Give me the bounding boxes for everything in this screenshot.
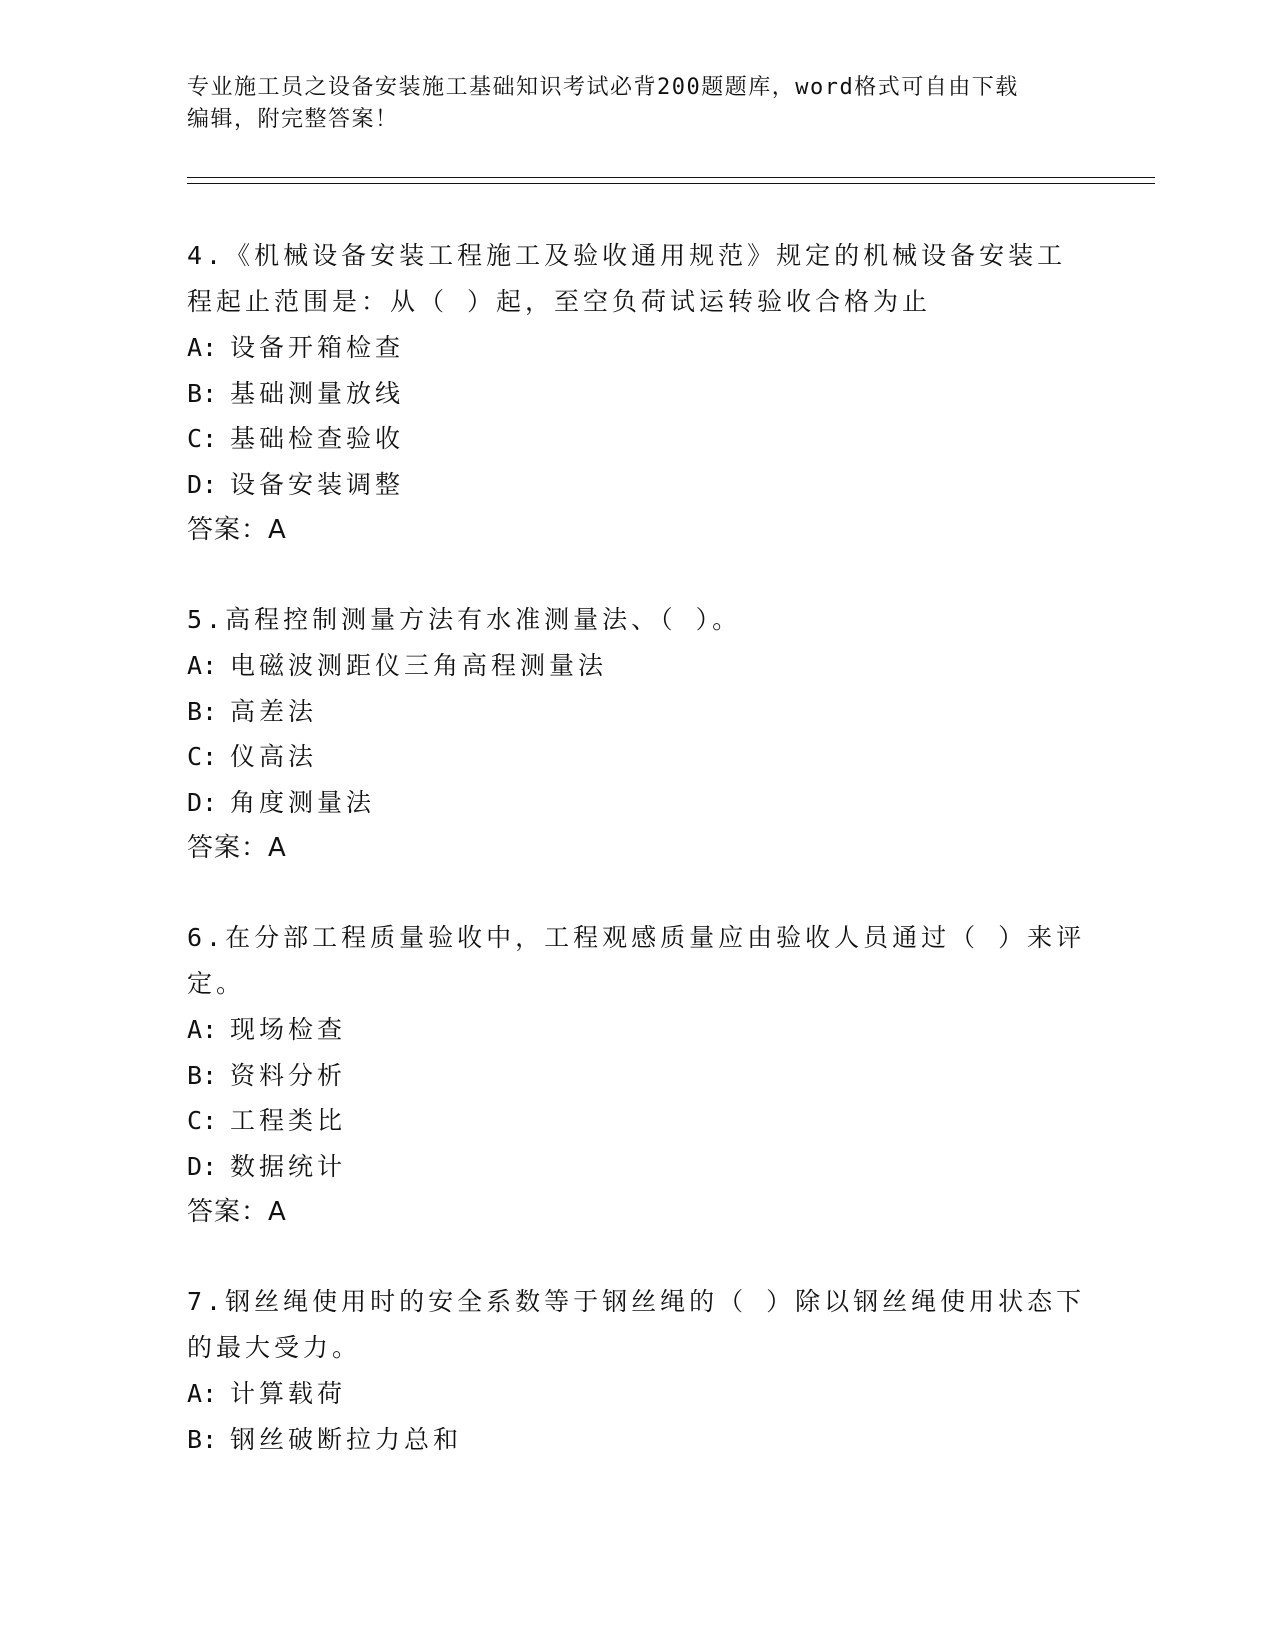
option-key: A: <box>187 651 218 680</box>
header-divider-top <box>187 177 1155 178</box>
option-text: 电磁波测距仪三角高程测量法 <box>230 651 608 680</box>
option-key: B: <box>187 1424 218 1454</box>
option-text: 现场检查 <box>230 1015 347 1044</box>
option-text: 基础测量放线 <box>230 378 405 408</box>
question-4 <box>187 233 1087 553</box>
option-b <box>187 371 1087 417</box>
option-key: B: <box>187 1060 218 1090</box>
answer-line: 答案：A <box>187 833 287 863</box>
option-text: 高差法 <box>230 696 318 726</box>
option-a <box>187 1371 1087 1417</box>
question-5 <box>187 597 1087 871</box>
option-key: A: <box>187 333 218 362</box>
option-c <box>187 1098 1087 1144</box>
option-key: B: <box>187 378 218 408</box>
document-header <box>187 72 1087 136</box>
option-c <box>187 416 1087 462</box>
question-stem-line: 的最大受力。 <box>187 1333 362 1362</box>
option-d <box>187 462 1087 508</box>
question-stem-line: 4.《机械设备安装工程施工及验收通用规范》规定的机械设备安装工 <box>187 241 1067 270</box>
option-text: 资料分析 <box>230 1060 347 1090</box>
option-text: 基础检查验收 <box>230 424 405 453</box>
question-stem-line: 定。 <box>187 969 246 998</box>
header-divider-bottom <box>187 183 1155 184</box>
question-stem-line: 程起止范围是：从（ ）起，至空负荷试运转验收合格为止 <box>187 287 932 316</box>
option-key: C: <box>187 742 218 771</box>
option-key: A: <box>187 1015 218 1044</box>
option-key: D: <box>187 787 218 817</box>
question-stem-line: 5.高程控制测量方法有水准测量法、（ ）。 <box>187 605 742 634</box>
option-c <box>187 734 1087 780</box>
option-b <box>187 1053 1087 1099</box>
option-key: A: <box>187 1379 218 1408</box>
header-title-line-2: 编辑，附完整答案！ <box>187 107 399 132</box>
option-text: 角度测量法 <box>230 787 376 817</box>
option-text: 钢丝破断拉力总和 <box>230 1424 463 1454</box>
answer-line: 答案：A <box>187 515 287 545</box>
question-7 <box>187 1279 1087 1462</box>
option-key: B: <box>187 696 218 726</box>
option-b <box>187 1417 1087 1463</box>
option-a <box>187 325 1087 371</box>
option-d <box>187 780 1087 826</box>
option-text: 设备开箱检查 <box>230 333 405 362</box>
header-title-line-1: 专业施工员之设备安装施工基础知识考试必背200题题库，word格式可自由下载 <box>187 75 1019 100</box>
option-key: D: <box>187 1151 218 1181</box>
option-b <box>187 689 1087 735</box>
option-text: 设备安装调整 <box>230 469 405 499</box>
option-key: D: <box>187 469 218 499</box>
option-key: C: <box>187 424 218 453</box>
option-text: 工程类比 <box>230 1106 347 1135</box>
question-stem-line: 6.在分部工程质量验收中，工程观感质量应由验收人员通过（ ）来评 <box>187 923 1086 952</box>
option-a <box>187 643 1087 689</box>
option-text: 计算载荷 <box>230 1379 347 1408</box>
option-text: 数据统计 <box>230 1151 347 1181</box>
question-6 <box>187 915 1087 1235</box>
option-key: C: <box>187 1106 218 1135</box>
answer-line: 答案：A <box>187 1197 287 1227</box>
option-a <box>187 1007 1087 1053</box>
option-d <box>187 1144 1087 1190</box>
question-stem-line: 7.钢丝绳使用时的安全系数等于钢丝绳的（ ）除以钢丝绳使用状态下 <box>187 1287 1086 1316</box>
option-text: 仪高法 <box>230 742 318 771</box>
